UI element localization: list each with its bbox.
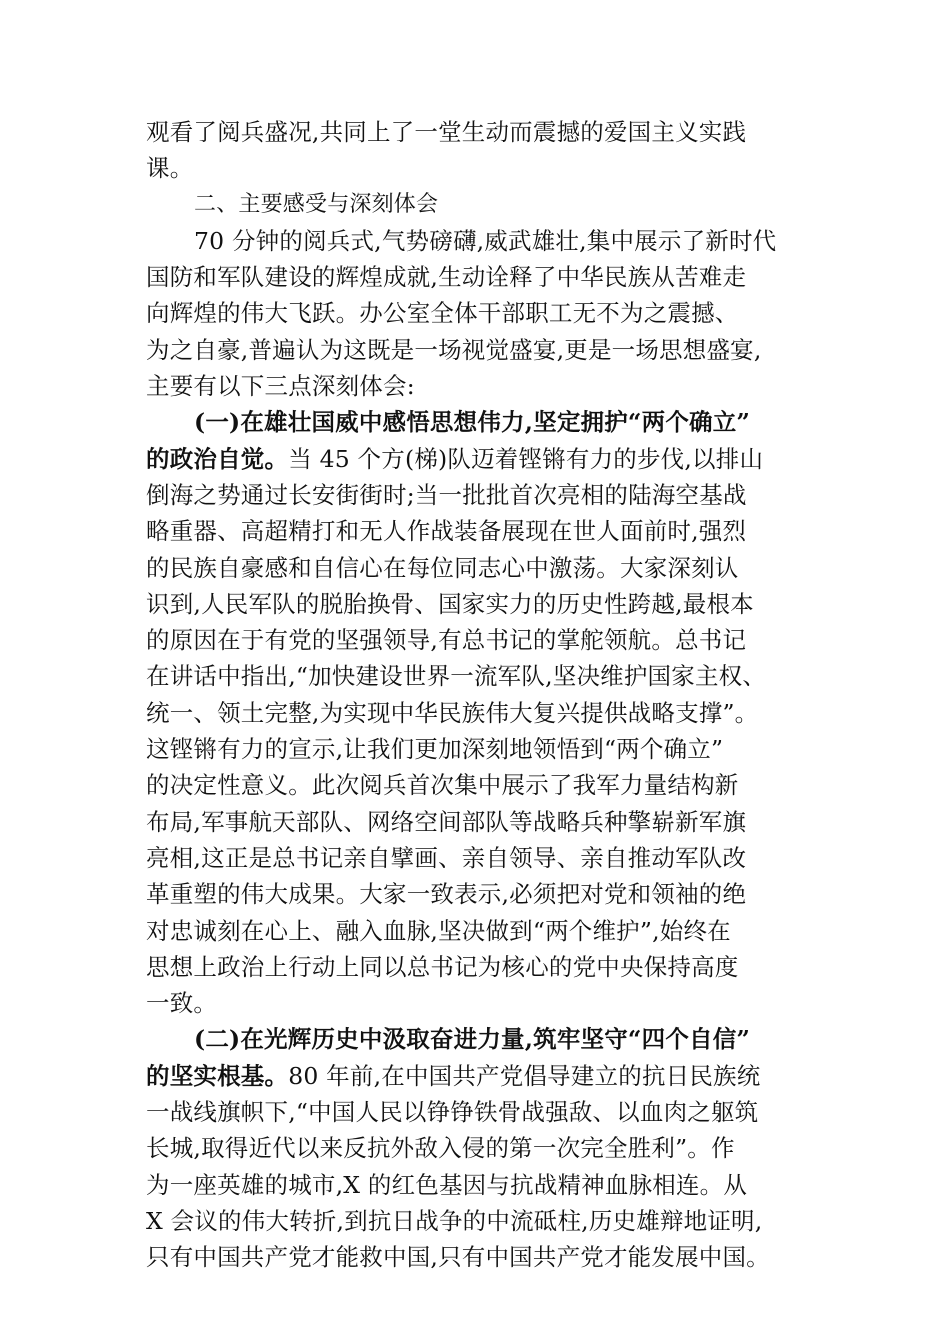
intro-line: 课。: [146, 154, 194, 183]
point-text: 80 年前,在中国共产党倡导建立的抗日民族统: [288, 1061, 761, 1090]
paragraph-line: 统一、领土完整,为实现中华民族伟大复兴提供战略支撑”。: [146, 698, 759, 727]
point-title: (一)在雄壮国威中感悟思想伟力,坚定拥护“两个确立”: [194, 408, 751, 437]
point-title: (二)在光辉历史中汲取奋进力量,筑牢坚守“四个自信”: [194, 1025, 751, 1054]
point-title-continuation: [146, 441, 812, 477]
paragraph-line: X 会议的伟大转折,到抗日战争的中流砥柱,历史雄辩地证明,: [146, 1206, 763, 1235]
paragraph-line: 70 分钟的阅兵式,气势磅礴,威武雄壮,集中展示了新时代: [194, 226, 777, 255]
paragraph-line: 只有中国共产党才能救中国,只有中国共产党才能发展中国。: [146, 1243, 770, 1272]
paragraph-line: 一致。: [146, 989, 218, 1018]
paragraph-line: 的决定性意义。此次阅兵首次集中展示了我军力量结构新: [146, 771, 739, 800]
paragraph-line: 布局,军事航天部队、网络空间部队等战略兵种擎崭新军旗: [146, 807, 747, 836]
paragraph-line: 长城,取得近代以来反抗外敌入侵的第一次完全胜利”。作: [146, 1134, 735, 1163]
paragraph-line: 略重器、高超精打和无人作战装备展现在世人面前时,强烈: [146, 517, 747, 546]
paragraph-line: 的原因在于有党的坚强领导,有总书记的掌舵领航。总书记: [146, 626, 747, 655]
paragraph-line: 主要有以下三点深刻体会:: [146, 372, 415, 401]
paragraph-line: 国防和军队建设的辉煌成就,生动诠释了中华民族从苦难走: [146, 263, 747, 292]
point-title-end: 的政治自觉。: [146, 444, 289, 473]
section-heading: 二、主要感受与深刻体会: [194, 191, 439, 217]
paragraph-line: 为一座英雄的城市,X 的红色基因与抗战精神血脉相连。从: [146, 1170, 748, 1199]
point-title-end: 的坚实根基。: [146, 1061, 289, 1090]
point-title-continuation: [146, 1058, 812, 1094]
point-text: 当 45 个方(梯)队迈着铿锵有力的步伐,以排山: [288, 444, 764, 473]
paragraph-line: 亮相,这正是总书记亲自擘画、亲自领导、亲自推动军队改: [146, 843, 747, 872]
paragraph-line: 的民族自豪感和自信心在每位同志心中激荡。大家深刻认: [146, 553, 739, 582]
paragraph-line: 向辉煌的伟大飞跃。办公室全体干部职工无不为之震撼、: [146, 299, 739, 328]
paragraph-line: 思想上政治上行动上同以总书记为核心的党中央保持高度: [146, 952, 739, 981]
paragraph-line: 革重塑的伟大成果。大家一致表示,必须把对党和领袖的绝: [146, 880, 747, 909]
paragraph-line: 识到,人民军队的脱胎换骨、国家实力的历史性跨越,最根本: [146, 589, 754, 618]
paragraph-line: 倒海之势通过长安街街时;当一批批首次亮相的陆海空基战: [146, 480, 747, 509]
paragraph-line: 为之自豪,普遍认为这既是一场视觉盛宴,更是一场思想盛宴,: [146, 335, 762, 364]
paragraph-line: 对忠诚刻在心上、融入血脉,坚决做到“两个维护”,始终在: [146, 916, 731, 945]
paragraph-line: 一战线旗帜下,“中国人民以铮铮铁骨战强敌、以血肉之躯筑: [146, 1098, 759, 1127]
paragraph-line: 这铿锵有力的宣示,让我们更加深刻地领悟到“两个确立”: [146, 735, 724, 764]
document-page: [146, 114, 812, 1276]
intro-line: 观看了阅兵盛况,共同上了一堂生动而震撼的爱国主义实践: [146, 118, 747, 146]
paragraph-line: 在讲话中指出,“加快建设世界一流军队,坚决维护国家主权、: [146, 662, 767, 691]
